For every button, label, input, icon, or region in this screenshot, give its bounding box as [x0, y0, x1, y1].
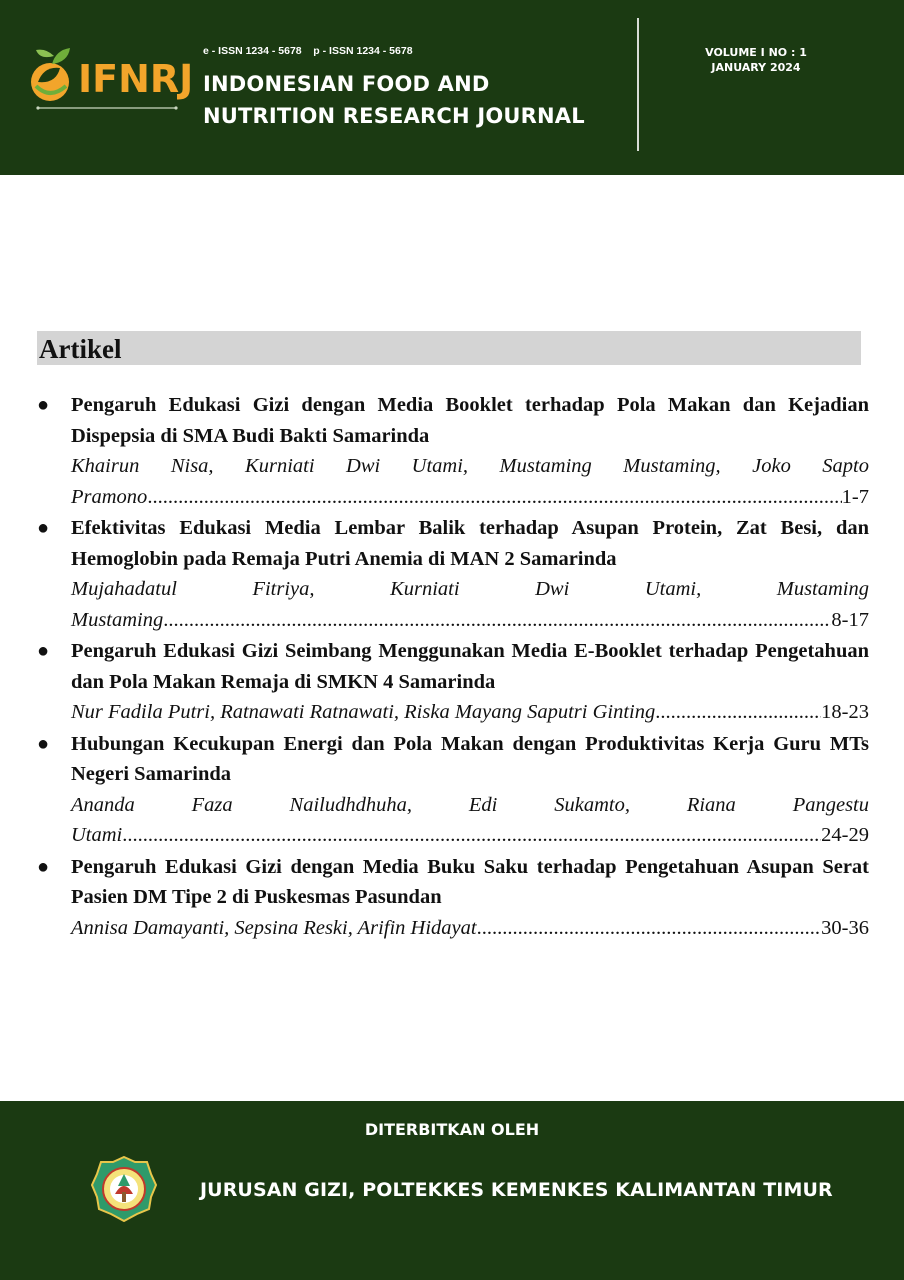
bullet-icon: ●: [37, 855, 50, 878]
issn-numbers: e - ISSN 1234 - 5678 p - ISSN 1234 - 5678: [203, 45, 413, 57]
article-authors-end: Mustaming: [71, 608, 164, 631]
publisher-footer: [0, 1101, 904, 1280]
bullet-icon: ●: [37, 732, 50, 755]
article-authors-end: Annisa Damayanti, Sepsina Reski, Arifin Hidayat: [71, 916, 477, 939]
article-pages: 30-36: [821, 916, 869, 939]
article-authors-end: Nur Fadila Putri, Ratnawati Ratnawati, Riska Mayang Saputri Ginting: [71, 701, 656, 723]
logo-underline: [30, 46, 180, 116]
article-authors-line: [71, 482, 869, 513]
institution-seal-icon: [91, 1156, 157, 1222]
article-title[interactable]: Pengaruh Edukasi Gizi Seimbang Menggunakan Media E-Booklet terhadap Pengetahuan dan Pola Makan Remaja di SMKN 4 Samarinda: [71, 640, 869, 693]
journal-name-line-1: INDONESIAN FOOD AND: [203, 72, 490, 96]
institution-name: JURUSAN GIZI, POLTEKKES KEMENKES KALIMANTAN TIMUR: [200, 1179, 833, 1201]
article-authors-line: [71, 605, 869, 636]
article-authors-line: [71, 913, 869, 944]
issue-date: JANUARY 2024: [711, 61, 801, 74]
volume-number: VOLUME I NO : 1: [705, 46, 807, 59]
published-by-label: DITERBITKAN OLEH: [364, 1120, 540, 1139]
journal-logo: [30, 46, 194, 116]
header-divider: [637, 18, 639, 151]
article-entry[interactable]: [37, 513, 869, 635]
issue-info: [700, 45, 812, 75]
article-entry[interactable]: [37, 729, 869, 851]
article-authors: Khairun Nisa, Kurniati Dwi Utami, Mustaming Mustaming, Joko Sapto: [71, 455, 869, 477]
section-heading-bar: [37, 331, 861, 365]
journal-name: [203, 68, 623, 132]
journal-header: [0, 0, 904, 175]
article-title[interactable]: Efektivitas Edukasi Media Lembar Balik terhadap Asupan Protein, Zat Besi, dan Hemoglobin pada Remaja Putri Anemia di MAN 2 Samarinda: [71, 517, 869, 570]
logo-wordmark: IFNRJ: [78, 57, 194, 101]
bullet-icon: ●: [37, 640, 50, 662]
bullet-icon: ●: [37, 517, 50, 539]
article-title[interactable]: Pengaruh Edukasi Gizi dengan Media Buku Saku terhadap Pengetahuan Asupan Serat Pasien DM Tipe 2 di Puskesmas Pasundan: [71, 855, 869, 908]
article-pages: 24-29: [821, 824, 869, 846]
article-entry[interactable]: [37, 852, 869, 944]
bullet-icon: ●: [37, 394, 50, 416]
article-title[interactable]: Hubungan Kecukupan Energi dan Pola Makan dengan Produktivitas Kerja Guru MTs Negeri Samarinda: [71, 732, 869, 785]
dot-leader: [655, 697, 821, 728]
dot-leader: [147, 482, 841, 513]
article-pages: 8-17: [831, 608, 869, 631]
article-authors-end: Utami: [71, 824, 123, 846]
article-authors: Ananda Faza Nailudhdhuha, Edi Sukamto, Riana Pangestu: [71, 793, 869, 816]
journal-name-line-2: NUTRITION RESEARCH JOURNAL: [203, 104, 585, 128]
article-pages: 1-7: [841, 485, 869, 508]
article-authors-end: Pramono: [71, 485, 148, 508]
article-entry[interactable]: [37, 390, 869, 512]
article-entry[interactable]: [37, 636, 869, 728]
section-title: Artikel: [39, 334, 122, 364]
dot-leader: [122, 820, 821, 851]
article-authors-line: [71, 820, 869, 851]
article-authors-line: [71, 697, 869, 728]
article-authors: Mujahadatul Fitriya, Kurniati Dwi Utami, Mustaming: [71, 578, 869, 600]
dot-leader: [163, 605, 831, 636]
dot-leader: [477, 913, 822, 944]
article-pages: 18-23: [821, 701, 869, 723]
article-title[interactable]: Pengaruh Edukasi Gizi dengan Media Booklet terhadap Pola Makan dan Kejadian Dispepsia di SMA Budi Bakti Samarinda: [71, 394, 869, 447]
article-list: [37, 390, 869, 944]
